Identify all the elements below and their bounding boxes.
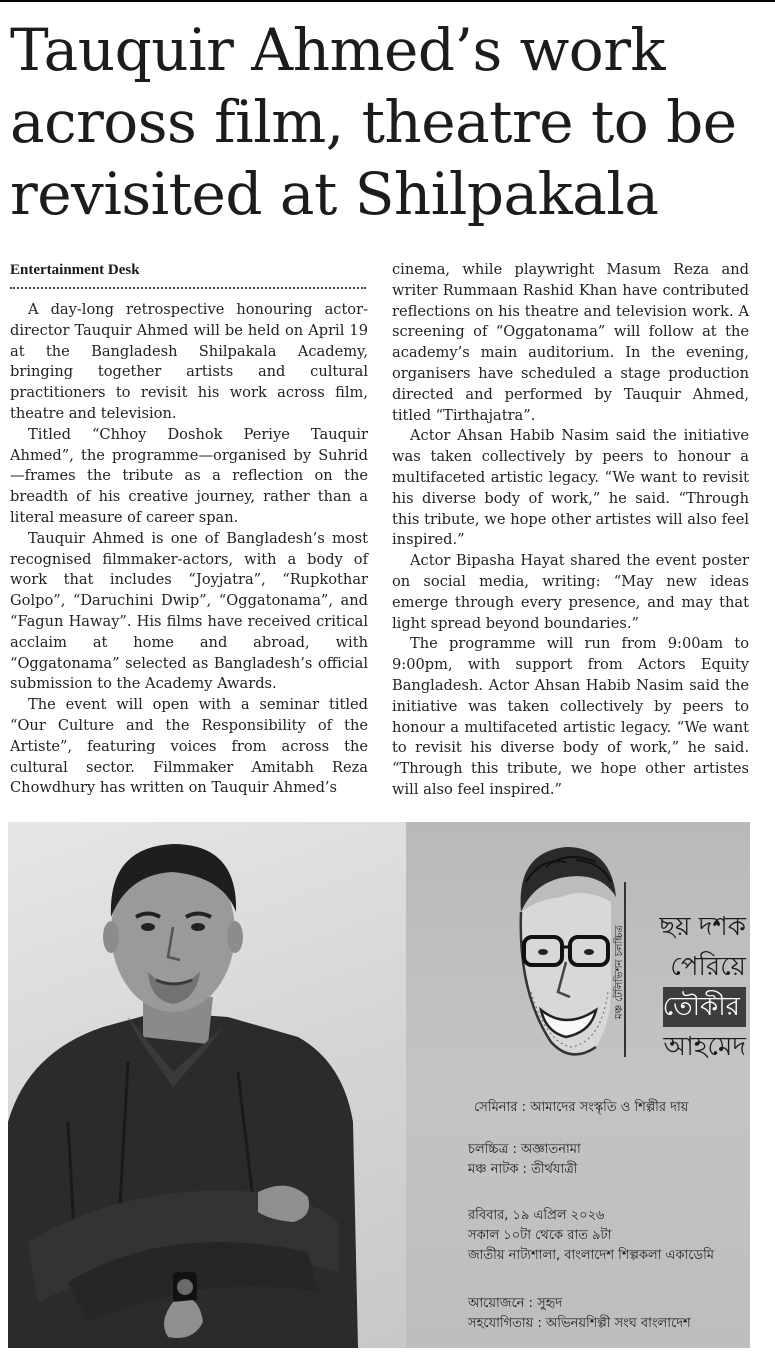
portrait-photo — [8, 822, 406, 1348]
paragraph: Actor Ahsan Habib Nasim said the initiative was taken collectively by peers to honour a multifaceted artistic legacy. “We want to revisit his diverse body of work,” he said. “Through this tribute, we hope other artistes will also feel inspired.” — [392, 427, 749, 549]
article-right-column — [392, 260, 749, 801]
paragraph: Titled “Chhoy Doshok Periye Tauquir Ahmed”, the programme—organised by Suhrid—frames the tribute as a reflection on the breadth of his creative journey, rather than a literal measure of career span. — [10, 425, 368, 526]
event-poster — [406, 822, 750, 1348]
poster-title-line: ছয় দশক — [659, 912, 746, 942]
paragraph: The programme will run from 9:00am to 9:00pm, with support from Actors Equity Bangladesh. Actor Ahsan Habib Nasim said the initiative was taken collectively by peers to honour a multifaceted artistic legacy. “We want to revisit his diverse body of work,” he said. “Through this tribute, we hope other artistes will also feel inspired.” — [392, 635, 749, 798]
byline: Entertainment Desk — [10, 262, 366, 289]
poster-title-line: আহমেদ — [663, 1032, 746, 1062]
poster-film: চলচ্চিত্র : অজ্ঞাতনামা — [468, 1142, 581, 1157]
portrait-illustration — [8, 822, 406, 1348]
poster-venue: জাতীয় নাট্যশালা, বাংলাদেশ শিল্পকলা একাডেমি — [468, 1248, 715, 1263]
poster-organizer: আয়োজনে : সুহৃদ — [468, 1296, 563, 1311]
poster-stage-play: মঞ্চ নাটক : তীর্থযাত্রী — [468, 1162, 578, 1177]
poster-seminar: সেমিনার : আমাদের সংস্কৃতি ও শিল্পীর দায় — [474, 1100, 689, 1115]
poster-title-line: পেরিয়ে — [670, 952, 746, 982]
poster-title-line: তৌকীর — [663, 987, 746, 1027]
top-rule — [0, 0, 775, 2]
paragraph: The event will open with a seminar titled “Our Culture and the Responsibility of the Artiste”, featuring voices from across the cultural sector. Filmmaker Amitabh Reza Chowdhury has written on Tauquir Ahmed’s — [10, 696, 368, 797]
paragraph-continuation: cinema, while playwright Masum Reza and writer Rummaan Rashid Khan have contributed reflections on his theatre and television work. A screening of “Oggatonama” will follow at the academy’s main auditorium. In the evening, organisers have scheduled a stage production directed and performed by Tauquir Ahmed, titled “Tirthajatra”. — [392, 261, 749, 424]
article-left-column — [10, 300, 368, 799]
poster-vertical-text: মঞ্চ টেলিভিশন চলচ্চিত্র — [614, 925, 625, 1019]
poster-support: সহযোগিতায় : অভিনয়শিল্পী সংঘ বাংলাদেশ — [468, 1316, 691, 1331]
paragraph: Tauquir Ahmed is one of Bangladesh’s most recognised filmmaker-actors, with a body of work that includes “Joyjatra”, “Rupkothar Golpo”, “Daruchini Dwip”, “Oggatonama”, and “Fagun Haway”. His films have received critical acclaim at home and abroad, with “Oggatonama” selected as Bangladesh’s official submission to the Academy Awards. — [10, 529, 368, 693]
poster-face-illustration — [506, 842, 626, 1072]
poster-date: রবিবার, ১৯ এপ্রিল ২০২৬ — [468, 1208, 605, 1223]
poster-title — [620, 907, 746, 1067]
paragraph: A day-long retrospective honouring actor-director Tauquir Ahmed will be held on April 19 at the Bangladesh Shilpakala Academy, bringing together artists and cultural practitioners to revisit his work across film, theatre and television. — [10, 301, 368, 422]
headline: Tauquir Ahmed’s work across film, theatre to be revisited at Shilpakala — [10, 16, 737, 228]
paragraph: Actor Bipasha Hayat shared the event poster on social media, writing: “May new ideas emerge through every presence, and may that light spread beyond boundaries.” — [392, 552, 749, 632]
poster-time: সকাল ১০টা থেকে রাত ৯টা — [468, 1228, 612, 1243]
